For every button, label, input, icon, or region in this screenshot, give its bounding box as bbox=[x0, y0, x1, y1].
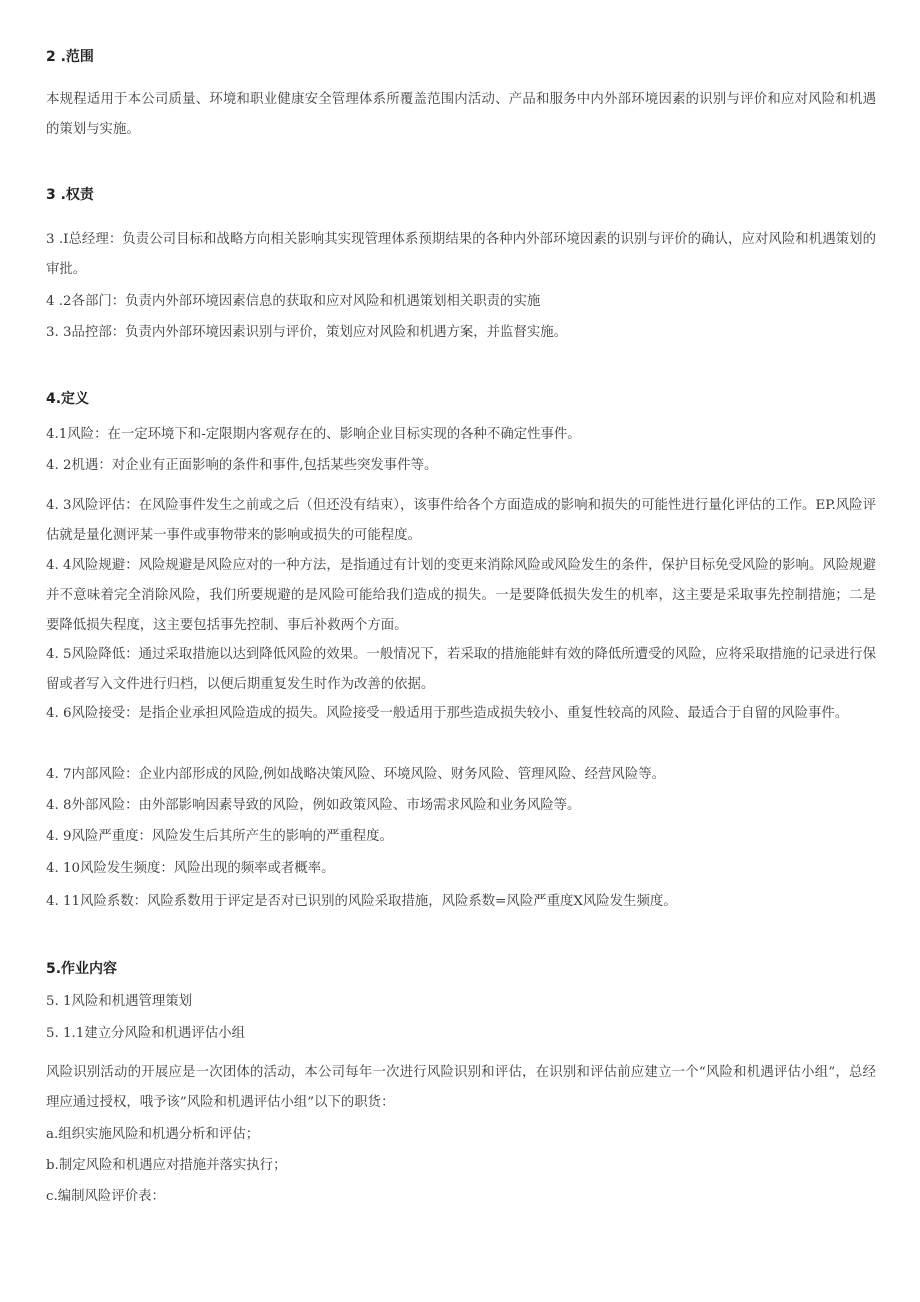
section-5-heading: 5.作业内容 bbox=[46, 961, 118, 977]
definition-4-4: 4. 4风险规避：风险规避是风险应对的一种方法，是指通过有计划的变更来消除风险或风险发生的条件，保护目标免受风险的影响。风险规避并不意味着完全消除风险，我们所要规避的是风险可能给我们造成的损失。一是要降低损失发生的机率，这主要是采取事先控制措施；二是要降低损失程度，这主要包括事先控制、事后补救两个方面。 bbox=[46, 558, 876, 633]
section-3-item-3: 3. 3品控部：负责内外部环境因素识别与评价，策划应对风险和机遇方案，并监督实施。 bbox=[46, 325, 568, 340]
section-2-heading: 2 .范围 bbox=[46, 49, 94, 65]
section-2-body: 本规程适用于本公司质量、环境和职业健康安全管理体系所覆盖范围内活动、产品和服务中内外部环境因素的识别与评价和应对风险和机遇的策划与实施。 bbox=[46, 92, 876, 137]
section-4-heading: 4.定义 bbox=[46, 391, 90, 407]
definition-4-5: 4. 5风险降低：通过采取措施以达到降低风险的效果。一般情况下，若采取的措施能蚌有效的降低所遭受的风险，应将采取措施的记录进行保留或者写入文件进行归档，以便后期重复发生时作为改善的依据。 bbox=[46, 647, 876, 692]
section-3-heading: 3 .权责 bbox=[46, 187, 94, 203]
definition-4-10: 4. 10风险发生频度：风险出现的频率或者概率。 bbox=[46, 861, 335, 876]
definition-4-8: 4. 8外部风险：由外部影响因素导致的风险，例如政策风险、市场需求风险和业务风险等。 bbox=[46, 798, 581, 813]
section-3-item-1: 3 .I总经理：负责公司目标和战略方向相关影响其实现管理体系预期结果的各种内外部环境因素的识别与评价的确认，应对风险和机遇策划的审批。 bbox=[46, 232, 876, 277]
section-5-list-b: b.制定风险和机遇应对措施并落实执行； bbox=[46, 1158, 287, 1173]
definition-4-11: 4. 11风险系数：风险系数用于评定是否对已识别的风险采取措施，风险系数=风险严重度X风险发生频度。 bbox=[46, 894, 677, 909]
definition-4-1: 4.1风险：在一定环境下和-定限期内客观存在的、影响企业目标实现的各种不确定性事件。 bbox=[46, 427, 581, 442]
section-3-item-2: 4 .2各部门：负责内外部环境因素信息的获取和应对风险和机遇策划相关职责的实施 bbox=[46, 294, 541, 309]
section-5-item-5-1: 5. 1风险和机遇管理策划 bbox=[46, 994, 193, 1009]
definition-4-2: 4. 2机遇：对企业有正面影响的条件和事件,包括某些突发事件等。 bbox=[46, 458, 438, 473]
definition-4-3: 4. 3风险评估：在风险事件发生之前或之后（但还没有结束），该事件给各个方面造成的影响和损失的可能性进行量化评估的工作。EP.风险评估就是量化测评某一事件或事物带来的影响或损失的可能程度。 bbox=[46, 498, 876, 543]
section-5-list-c: c.编制风险评价表： bbox=[46, 1189, 165, 1204]
section-5-paragraph: 风险识别活动的开展应是一次团体的活动，本公司每年一次进行风险识别和评估，在识别和评估前应建立一个“风险和机遇评估小组”，总经理应通过授权，哦予该”风险和机遇评估小组”以下的职货： bbox=[46, 1065, 876, 1110]
definition-4-7: 4. 7内部风险：企业内部形成的风险,例如战略决策风险、环境风险、财务风险、管理风险、经营风险等。 bbox=[46, 767, 665, 782]
section-5-list-a: a.组织实施风险和机遇分析和评估； bbox=[46, 1127, 260, 1142]
definition-4-6: 4. 6风险接受：是指企业承担风险造成的损失。风险接受一般适用于那些造成损失较小、重复性较高的风险、最适合于自留的风险事件。 bbox=[46, 706, 849, 721]
section-5-item-5-1-1: 5. 1.1建立分风险和机遇评估小组 bbox=[46, 1026, 246, 1041]
definition-4-9: 4. 9风险严重度：风险发生后其所产生的影响的严重程度。 bbox=[46, 829, 393, 844]
